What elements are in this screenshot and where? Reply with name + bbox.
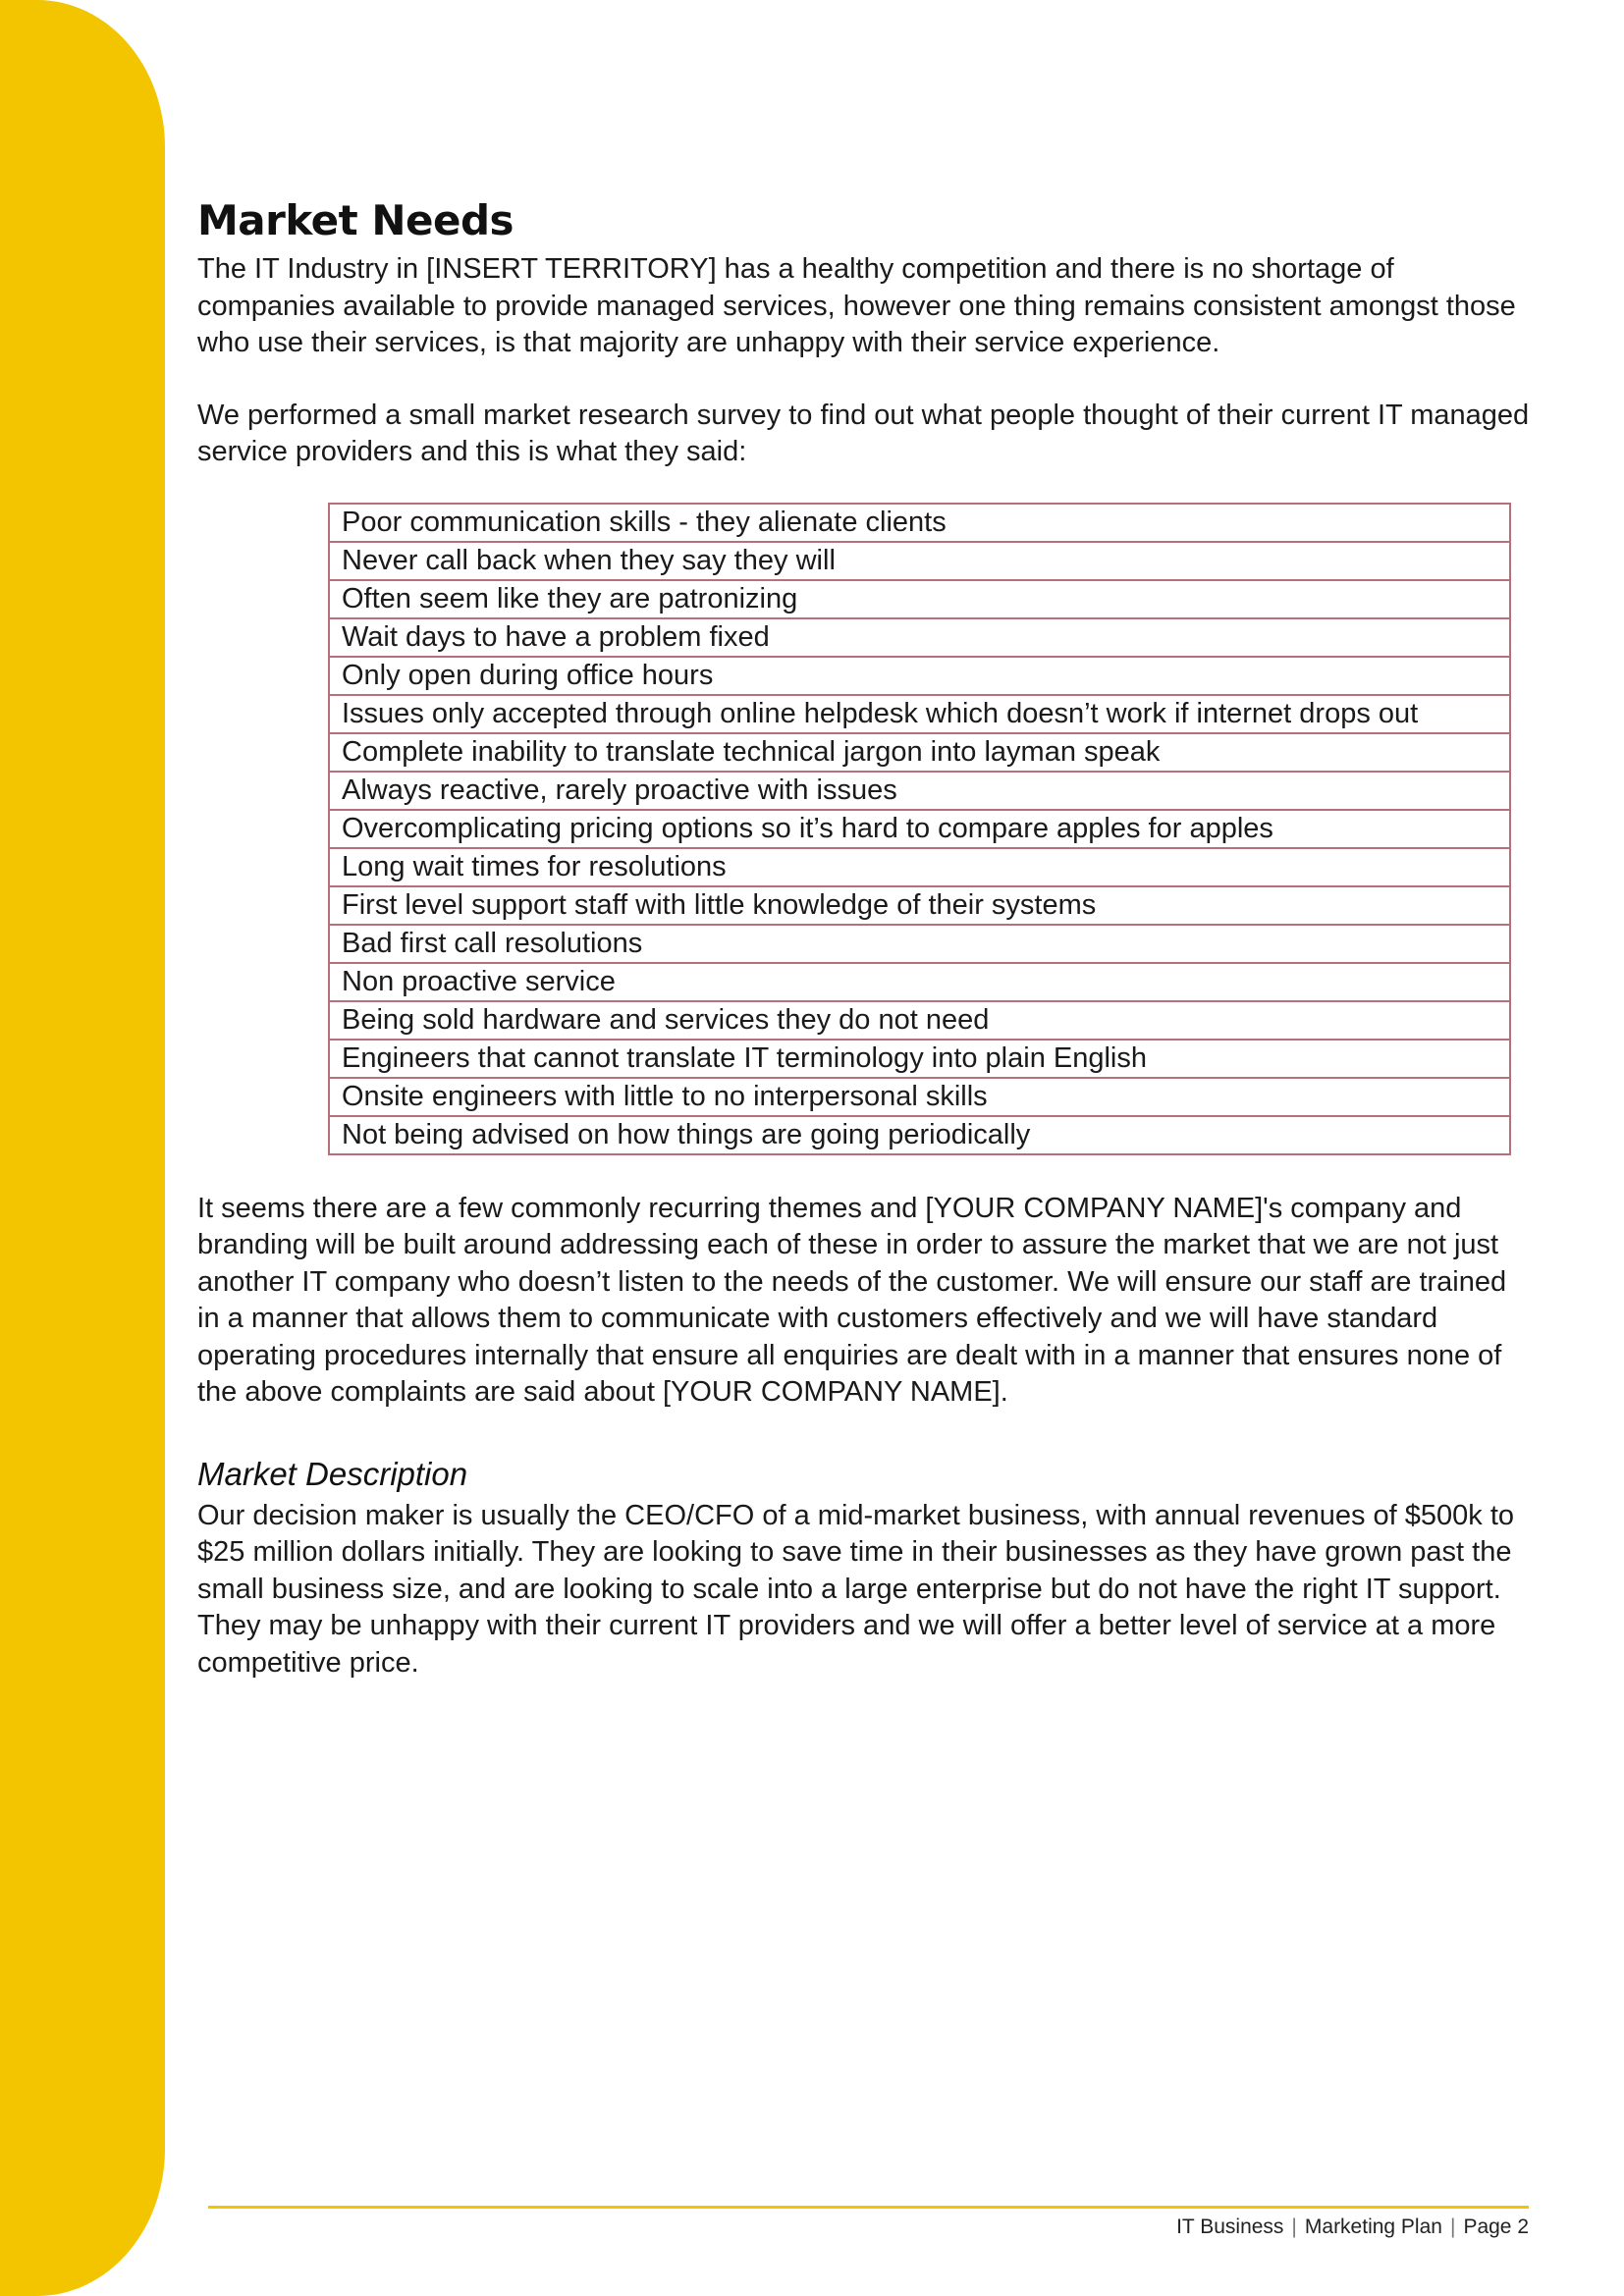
- table-row: [329, 580, 1510, 618]
- table-cell: Often seem like they are patronizing: [329, 580, 1510, 618]
- table-row: [329, 1001, 1510, 1040]
- footer-separator: |: [1291, 2216, 1297, 2238]
- table-cell: Onsite engineers with little to no interpersonal skills: [329, 1078, 1510, 1116]
- table-row: [329, 963, 1510, 1001]
- table-cell: Not being advised on how things are going periodically: [329, 1116, 1510, 1154]
- table-row: [329, 810, 1510, 848]
- table-cell: Always reactive, rarely proactive with issues: [329, 772, 1510, 810]
- table-cell: Only open during office hours: [329, 657, 1510, 695]
- table-cell: First level support staff with little knowledge of their systems: [329, 886, 1510, 925]
- table-cell: Wait days to have a problem fixed: [329, 618, 1510, 657]
- market-description-paragraph: Our decision maker is usually the CEO/CFO of a mid-market business, with annual revenues of $500k to $25 million dollars initially. They are looking to save time in their businesses as they have grown past the small business size, and are looking to scale into a large enterprise but do not have the right IT support. They may be unhappy with their current IT providers and we will offer a better level of service at a more competitive price.: [197, 1499, 1515, 1679]
- footer-separator: |: [1449, 2216, 1456, 2238]
- table-cell: Bad first call resolutions: [329, 925, 1510, 963]
- table-row: [329, 657, 1510, 695]
- table-row: [329, 542, 1510, 580]
- table-row: [329, 695, 1510, 733]
- paragraph-gap: [197, 1155, 1533, 1191]
- section-title-market-needs: Market Needs: [197, 196, 514, 244]
- footer-divider: [208, 2206, 1529, 2209]
- table-cell: Issues only accepted through online helpdesk which doesn’t work if internet drops out: [329, 695, 1510, 733]
- table-row: [329, 886, 1510, 925]
- table-cell: Non proactive service: [329, 963, 1510, 1001]
- table-cell: Poor communication skills - they alienate clients: [329, 504, 1510, 542]
- table-row: [329, 618, 1510, 657]
- conclusion-paragraph: It seems there are a few commonly recurring themes and [YOUR COMPANY NAME]'s company and branding will be built around addressing each of these in order to assure the market that we are not just another IT company who doesn’t listen to the needs of the customer. We will ensure our staff are trained in a manner that allows them to communicate with customers effectively and we will have standard operating procedures internally that ensure all enquiries are dealt with in a manner that ensures none of the above complaints are said about [YOUR COMPANY NAME].: [197, 1192, 1507, 1409]
- page-content: [197, 196, 1533, 1682]
- survey-paragraph: We performed a small market research survey to find out what people thought of their current IT managed service providers and this is what they said:: [197, 399, 1530, 468]
- yellow-side-band: [0, 0, 165, 2296]
- complaints-table: [328, 503, 1511, 1155]
- footer-section: Marketing Plan: [1304, 2216, 1442, 2238]
- paragraph-gap: [197, 362, 1533, 398]
- table-cell: Engineers that cannot translate IT terminology into plain English: [329, 1040, 1510, 1078]
- table-row: [329, 1078, 1510, 1116]
- table-row: [329, 925, 1510, 963]
- table-cell: Never call back when they say they will: [329, 542, 1510, 580]
- footer-doc-name: IT Business: [1176, 2216, 1284, 2238]
- table-row: [329, 848, 1510, 886]
- table-row: [329, 504, 1510, 542]
- page-footer: [1176, 2216, 1529, 2239]
- intro-paragraph: The IT Industry in [INSERT TERRITORY] has a healthy competition and there is no shortage of companies available to provide managed services, however one thing remains consistent amongst those who use their services, is that majority are unhappy with their service experience.: [197, 253, 1516, 359]
- table-cell: Overcomplicating pricing options so it’s hard to compare apples for apples: [329, 810, 1510, 848]
- footer-page-number: Page 2: [1463, 2216, 1529, 2238]
- table-cell: Being sold hardware and services they do not need: [329, 1001, 1510, 1040]
- table-row: [329, 772, 1510, 810]
- table-cell: Complete inability to translate technical jargon into layman speak: [329, 733, 1510, 772]
- table-row: [329, 733, 1510, 772]
- table-row: [329, 1040, 1510, 1078]
- section-title-market-description: Market Description: [197, 1455, 468, 1492]
- table-row: [329, 1116, 1510, 1154]
- table-cell: Long wait times for resolutions: [329, 848, 1510, 886]
